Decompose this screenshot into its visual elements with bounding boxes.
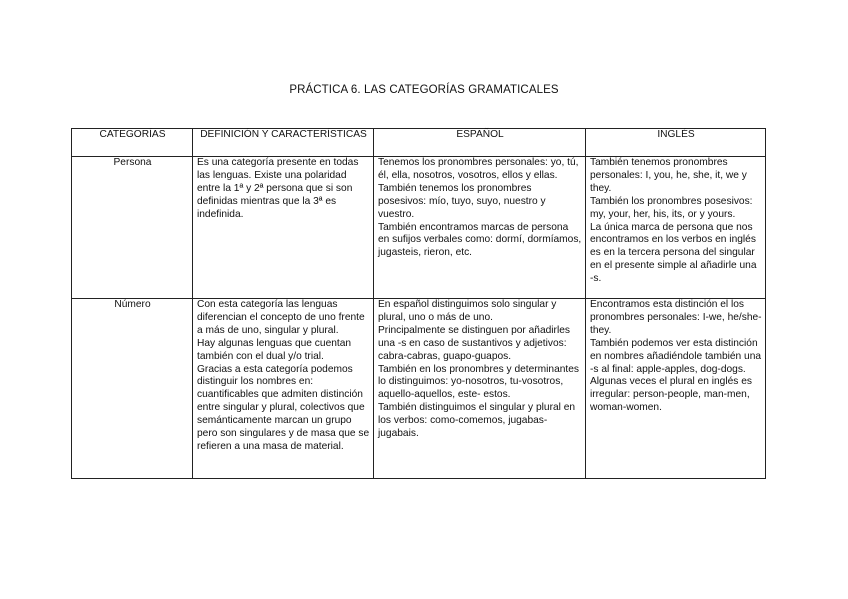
spanish-paragraph: Tenemos los pronombres personales: yo, tú, él, ella, nosotros, vosotros, ellos y ellas.: [378, 157, 579, 181]
table-row-persona: [72, 157, 766, 299]
spanish-paragraph: También distinguimos el singular y plural en los verbos: como-comemos, jugabas-jugabais.: [378, 402, 576, 440]
definition-cell: [193, 299, 374, 479]
category-cell: Persona: [72, 157, 193, 299]
english-paragraph: Algunas veces el plural en inglés es irregular: person-people, man-men, woman-women.: [590, 376, 752, 414]
english-paragraph: También tenemos pronombres personales: I, you, he, she, it, we y they.: [590, 157, 747, 194]
spanish-paragraph: También encontramos marcas de persona en sufijos verbales como: dormí, dormíamos, jugasteis, rieron, etc.: [378, 221, 582, 259]
grammar-categories-table: [71, 128, 766, 479]
table-header-row: [72, 129, 766, 157]
category-cell: Número: [72, 299, 193, 479]
definition-paragraph: Con esta categoría las lenguas diferencian el concepto de uno frente a más de uno, singular y plural.: [197, 299, 365, 336]
english-paragraph: También podemos ver esta distinción en nombres añadiéndole también una -s al final: apple-apples, dog-dogs.: [590, 337, 762, 375]
spanish-paragraph: También en los pronombres y determinantes lo distinguimos: yo-nosotros, tu-vosotros, aquello-aquellos, este- estos.: [378, 363, 580, 401]
english-paragraph: Encontramos esta distinción el los pronombres personales: I-we, he/she-they.: [590, 299, 762, 336]
spanish-paragraph: Principalmente se distinguen por añadirles una -s en caso de sustantivos y adjetivos: cabra-cabras, guapo-guapos.: [378, 324, 570, 362]
header-definicion: DEFINICIÓN Y CARACTERÍSTICAS: [193, 129, 374, 157]
english-paragraph: La única marca de persona que nos encontramos en los verbos en inglés es en la tercera persona del singular en el presente simple al añadirle una -s.: [590, 221, 757, 285]
header-ingles: INGLÉS: [586, 129, 766, 157]
spanish-paragraph: También tenemos los pronombres posesivos: mío, tuyo, suyo, nuestro y vuestro.: [378, 182, 546, 220]
header-espanol: ESPAÑOL: [374, 129, 586, 157]
english-paragraph: También los pronombres posesivos: my, your, her, his, its, or y yours.: [590, 195, 753, 220]
spanish-cell: [374, 157, 586, 299]
english-cell: [586, 157, 766, 299]
table-row-numero: [72, 299, 766, 479]
page-title: PRÁCTICA 6. LAS CATEGORÍAS GRAMATICALES: [289, 84, 559, 96]
spanish-cell: [374, 299, 586, 479]
definition-paragraph: Es una categoría presente en todas las lenguas. Existe una polaridad entre la 1ª y 2ª persona que si son definidas mientras que la 3ª es indefinida.: [197, 157, 359, 220]
spanish-paragraph: En español distinguimos solo singular y plural, uno o más de uno.: [378, 299, 557, 323]
definition-cell: [193, 157, 374, 299]
definition-paragraph: Hay algunas lenguas que cuentan también con el dual y/o trial.: [197, 337, 352, 362]
definition-paragraph: Gracias a esta categoría podemos distinguir los nombres en: cuantificables que admiten distinción entre singular y plural, colectivos que semánticamente marcan un grupo pero son singulares y de masa que se refieren a una masa de material.: [197, 363, 370, 452]
header-categorias: CATEGORÍAS: [72, 129, 193, 157]
english-cell: [586, 299, 766, 479]
